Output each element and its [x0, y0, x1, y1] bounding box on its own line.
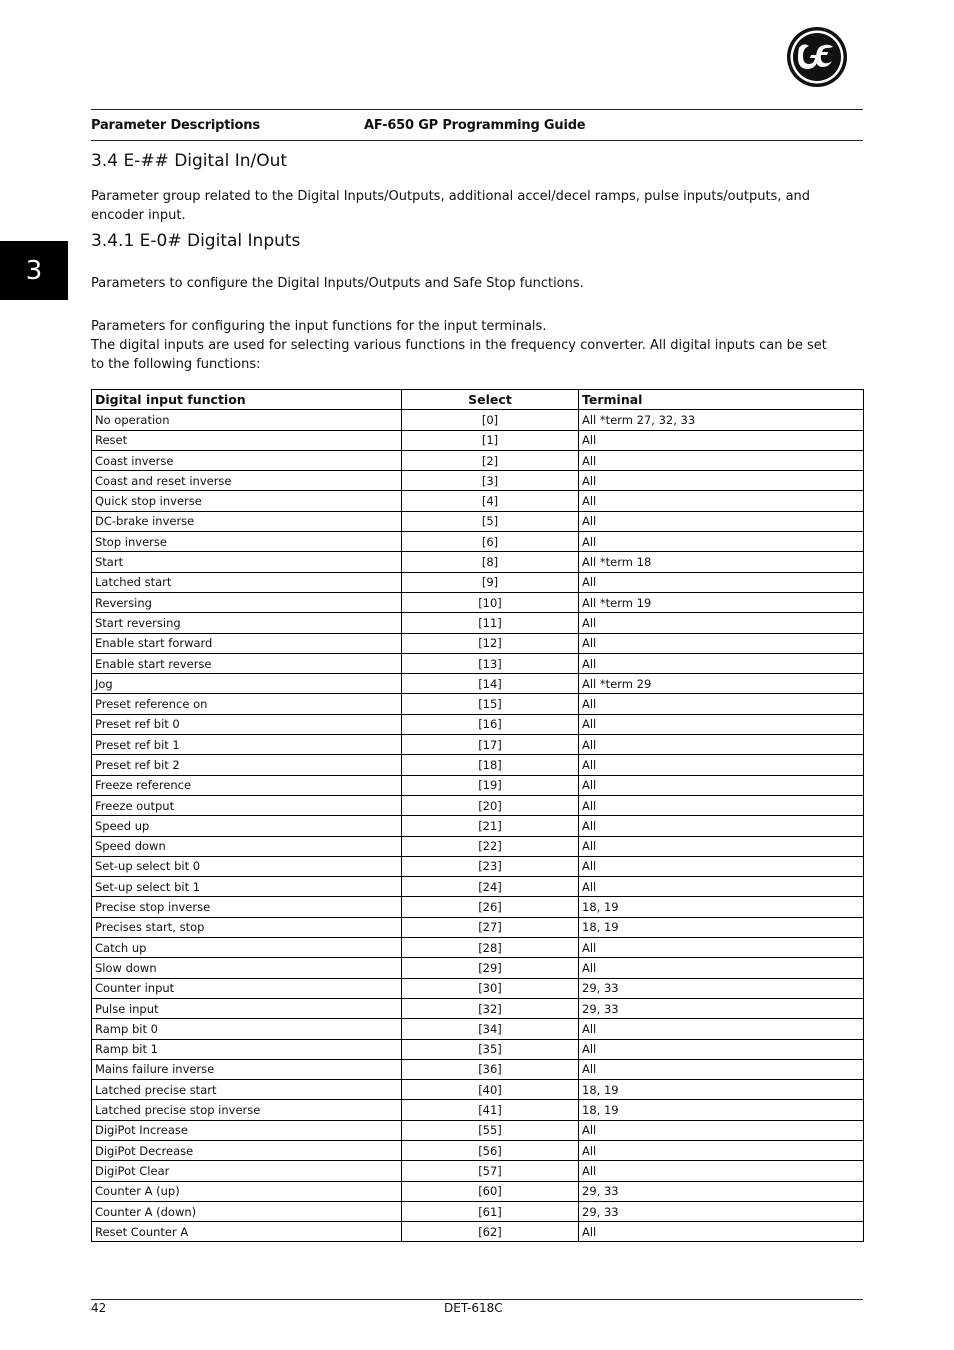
cell-function: Ramp bit 0 — [92, 1019, 402, 1039]
cell-terminal: All — [579, 572, 864, 592]
cell-terminal: All — [579, 1019, 864, 1039]
cell-function: Reset — [92, 430, 402, 450]
cell-function: DigiPot Clear — [92, 1161, 402, 1181]
table-row — [92, 978, 864, 998]
cell-function: DC-brake inverse — [92, 511, 402, 531]
table-row — [92, 1059, 864, 1079]
cell-terminal: All *term 18 — [579, 552, 864, 572]
cell-select: [2] — [402, 450, 579, 470]
subsection-intro: Parameters to configure the Digital Inputs/Outputs and Safe Stop functions. — [91, 276, 584, 291]
table-row — [92, 917, 864, 937]
header-guide-title: AF-650 GP Programming Guide — [364, 118, 586, 133]
cell-select: [29] — [402, 958, 579, 978]
cell-select: [16] — [402, 714, 579, 734]
cell-terminal: All — [579, 1120, 864, 1140]
table-row — [92, 694, 864, 714]
table-row — [92, 877, 864, 897]
cell-terminal: All — [579, 471, 864, 491]
cell-function: Set-up select bit 0 — [92, 856, 402, 876]
table-row — [92, 958, 864, 978]
cell-select: [12] — [402, 633, 579, 653]
document-id: DET-618C — [444, 1301, 503, 1315]
cell-select: [6] — [402, 532, 579, 552]
cell-terminal: All — [579, 491, 864, 511]
table-header-row — [92, 390, 864, 410]
cell-function: Slow down — [92, 958, 402, 978]
cell-select: [19] — [402, 775, 579, 795]
cell-select: [56] — [402, 1140, 579, 1160]
table-row — [92, 572, 864, 592]
cell-select: [57] — [402, 1161, 579, 1181]
col-header-terminal: Terminal — [579, 390, 864, 410]
table-row — [92, 633, 864, 653]
cell-select: [20] — [402, 795, 579, 815]
cell-select: [5] — [402, 511, 579, 531]
cell-function: Speed up — [92, 816, 402, 836]
table-row — [92, 775, 864, 795]
cell-terminal: 18, 19 — [579, 917, 864, 937]
cell-function: Ramp bit 1 — [92, 1039, 402, 1059]
cell-terminal: All — [579, 816, 864, 836]
cell-select: [26] — [402, 897, 579, 917]
table-row — [92, 430, 864, 450]
table-row — [92, 1201, 864, 1221]
cell-select: [24] — [402, 877, 579, 897]
cell-function: No operation — [92, 410, 402, 430]
cell-function: Counter A (down) — [92, 1201, 402, 1221]
cell-terminal: All — [579, 1222, 864, 1242]
cell-function: Pulse input — [92, 998, 402, 1018]
chapter-tab: 3 — [0, 241, 68, 300]
cell-select: [8] — [402, 552, 579, 572]
cell-function: Catch up — [92, 938, 402, 958]
table-row — [92, 471, 864, 491]
cell-terminal: All — [579, 1140, 864, 1160]
col-header-function: Digital input function — [92, 390, 402, 410]
cell-terminal: All — [579, 836, 864, 856]
table-row — [92, 1039, 864, 1059]
cell-function: Preset ref bit 0 — [92, 714, 402, 734]
table-row — [92, 836, 864, 856]
cell-select: [62] — [402, 1222, 579, 1242]
cell-function: Counter A (up) — [92, 1181, 402, 1201]
table-row — [92, 735, 864, 755]
table-row — [92, 1100, 864, 1120]
table-row — [92, 491, 864, 511]
cell-function: Jog — [92, 674, 402, 694]
cell-select: [10] — [402, 592, 579, 612]
table-row — [92, 1222, 864, 1242]
cell-function: Enable start reverse — [92, 653, 402, 673]
table-row — [92, 532, 864, 552]
cell-select: [15] — [402, 694, 579, 714]
cell-terminal: 29, 33 — [579, 1201, 864, 1221]
cell-terminal: All *term 29 — [579, 674, 864, 694]
table-row — [92, 938, 864, 958]
section-heading: 3.4 E-## Digital In/Out — [91, 151, 288, 171]
cell-terminal: All — [579, 856, 864, 876]
cell-terminal: All — [579, 694, 864, 714]
cell-terminal: All — [579, 938, 864, 958]
table-row — [92, 755, 864, 775]
table-row — [92, 795, 864, 815]
subsection-heading: 3.4.1 E-0# Digital Inputs — [91, 231, 301, 251]
cell-select: [55] — [402, 1120, 579, 1140]
table-row — [92, 674, 864, 694]
table-row — [92, 1181, 864, 1201]
cell-select: [13] — [402, 653, 579, 673]
section-intro: Parameter group related to the Digital Inputs/Outputs, additional accel/decel ramps, pulse inputs/outputs, and encoder input. — [91, 189, 811, 223]
cell-terminal: All — [579, 511, 864, 531]
cell-select: [40] — [402, 1080, 579, 1100]
cell-terminal: All — [579, 450, 864, 470]
cell-function: Latched precise start — [92, 1080, 402, 1100]
cell-terminal: All *term 19 — [579, 592, 864, 612]
cell-function: DigiPot Decrease — [92, 1140, 402, 1160]
cell-terminal: All — [579, 532, 864, 552]
cell-function: Coast inverse — [92, 450, 402, 470]
cell-function: DigiPot Increase — [92, 1120, 402, 1140]
cell-terminal: All — [579, 714, 864, 734]
cell-function: Counter input — [92, 978, 402, 998]
cell-terminal: 18, 19 — [579, 897, 864, 917]
cell-function: Latched precise stop inverse — [92, 1100, 402, 1120]
cell-select: [60] — [402, 1181, 579, 1201]
col-header-select: Select — [402, 390, 579, 410]
cell-select: [22] — [402, 836, 579, 856]
cell-select: [28] — [402, 938, 579, 958]
cell-terminal: All — [579, 1039, 864, 1059]
cell-select: [17] — [402, 735, 579, 755]
table-row — [92, 1019, 864, 1039]
table-row — [92, 714, 864, 734]
cell-terminal: All — [579, 1161, 864, 1181]
cell-select: [23] — [402, 856, 579, 876]
cell-select: [1] — [402, 430, 579, 450]
table-row — [92, 816, 864, 836]
table-row — [92, 1080, 864, 1100]
table-row — [92, 1140, 864, 1160]
table-row — [92, 897, 864, 917]
cell-select: [35] — [402, 1039, 579, 1059]
cell-select: [11] — [402, 613, 579, 633]
logo-text: GE — [817, 62, 819, 63]
cell-terminal: All — [579, 755, 864, 775]
cell-function: Latched start — [92, 572, 402, 592]
cell-select: [4] — [402, 491, 579, 511]
cell-function: Speed down — [92, 836, 402, 856]
cell-terminal: All — [579, 613, 864, 633]
cell-terminal: All *term 27, 32, 33 — [579, 410, 864, 430]
cell-terminal: All — [579, 958, 864, 978]
table-row — [92, 856, 864, 876]
cell-select: [30] — [402, 978, 579, 998]
paragraph-line2: The digital inputs are used for selecting various functions in the frequency converter. All digital inputs can be set to the following functions: — [91, 338, 827, 372]
cell-select: [9] — [402, 572, 579, 592]
cell-function: Start — [92, 552, 402, 572]
cell-terminal: All — [579, 735, 864, 755]
cell-function: Freeze output — [92, 795, 402, 815]
table-row — [92, 998, 864, 1018]
cell-select: [3] — [402, 471, 579, 491]
table-row — [92, 1120, 864, 1140]
cell-select: [18] — [402, 755, 579, 775]
cell-function: Reset Counter A — [92, 1222, 402, 1242]
header-section: Parameter Descriptions — [91, 118, 260, 133]
cell-terminal: 29, 33 — [579, 1181, 864, 1201]
table-row — [92, 1161, 864, 1181]
cell-terminal: All — [579, 795, 864, 815]
cell-function: Reversing — [92, 592, 402, 612]
cell-function: Mains failure inverse — [92, 1059, 402, 1079]
header-top-rule — [91, 109, 863, 110]
cell-select: [21] — [402, 816, 579, 836]
cell-function: Start reversing — [92, 613, 402, 633]
cell-select: [27] — [402, 917, 579, 937]
cell-function: Enable start forward — [92, 633, 402, 653]
header-bottom-rule — [91, 140, 863, 141]
page-number: 42 — [91, 1301, 107, 1315]
table-row — [92, 592, 864, 612]
footer-rule — [91, 1299, 863, 1300]
cell-terminal: All — [579, 877, 864, 897]
cell-select: [36] — [402, 1059, 579, 1079]
cell-function: Preset ref bit 1 — [92, 735, 402, 755]
table-row — [92, 450, 864, 470]
table-row — [92, 552, 864, 572]
cell-function: Preset reference on — [92, 694, 402, 714]
cell-select: [14] — [402, 674, 579, 694]
cell-function: Freeze reference — [92, 775, 402, 795]
cell-terminal: 18, 19 — [579, 1080, 864, 1100]
cell-select: [32] — [402, 998, 579, 1018]
cell-terminal: 29, 33 — [579, 998, 864, 1018]
cell-terminal: 29, 33 — [579, 978, 864, 998]
cell-terminal: All — [579, 633, 864, 653]
cell-terminal: All — [579, 653, 864, 673]
cell-function: Precises start, stop — [92, 917, 402, 937]
cell-function: Coast and reset inverse — [92, 471, 402, 491]
cell-terminal: All — [579, 1059, 864, 1079]
cell-function: Preset ref bit 2 — [92, 755, 402, 775]
ge-logo — [785, 26, 849, 88]
digital-input-table — [91, 389, 864, 1242]
cell-select: [61] — [402, 1201, 579, 1221]
cell-select: [0] — [402, 410, 579, 430]
cell-terminal: All — [579, 775, 864, 795]
cell-function: Set-up select bit 1 — [92, 877, 402, 897]
cell-select: [34] — [402, 1019, 579, 1039]
paragraph-line1: Parameters for configuring the input functions for the input terminals. — [91, 319, 547, 334]
table-row — [92, 653, 864, 673]
cell-select: [41] — [402, 1100, 579, 1120]
table-row — [92, 511, 864, 531]
table-row — [92, 410, 864, 430]
table-row — [92, 613, 864, 633]
cell-terminal: All — [579, 430, 864, 450]
cell-function: Precise stop inverse — [92, 897, 402, 917]
cell-terminal: 18, 19 — [579, 1100, 864, 1120]
cell-function: Quick stop inverse — [92, 491, 402, 511]
cell-function: Stop inverse — [92, 532, 402, 552]
